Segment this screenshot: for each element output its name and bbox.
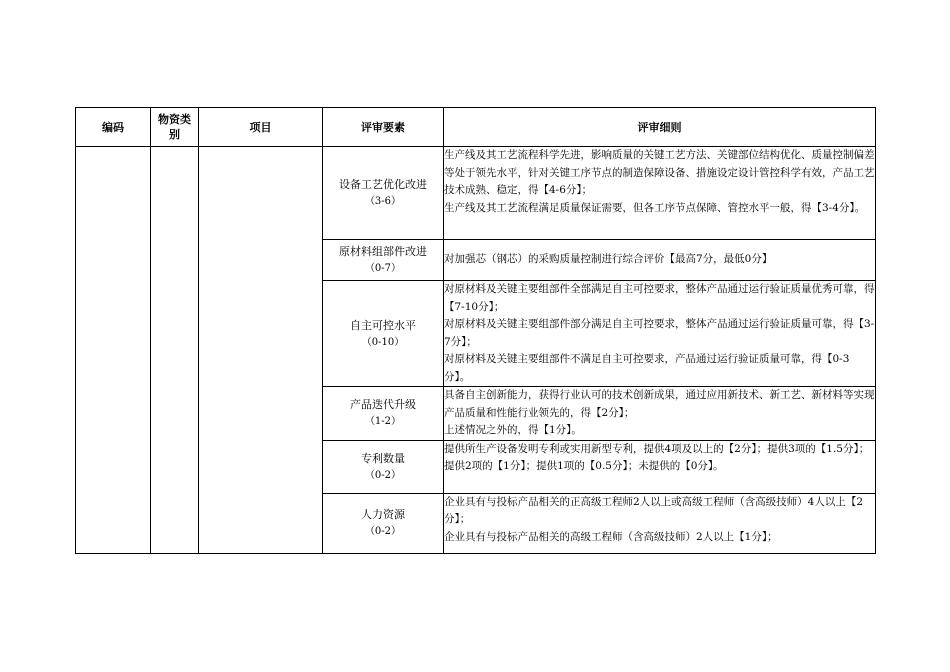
detail-text: 具备自主创新能力，获得行业认可的技术创新成果，通过应用新技术、新工艺、新材料等实现产品质量和性能行业领先的，得【2分】； xyxy=(444,389,875,419)
header-code: 编码 xyxy=(76,108,151,147)
element-cell xyxy=(323,147,444,240)
header-category-line1: 物资类 xyxy=(158,113,191,126)
element-score: （1-2） xyxy=(364,416,402,428)
detail-cell xyxy=(444,387,876,441)
element-score: （0-2） xyxy=(364,469,402,481)
element-name: 原材料组部件改进 xyxy=(339,245,427,258)
element-name: 自主可控水平 xyxy=(350,318,416,332)
detail-text: 企业具有与投标产品相关的正高级工程师2人以上或高级工程师（含高级技师）4人以上【2分】； xyxy=(444,495,864,525)
header-category-line2: 别 xyxy=(169,128,180,141)
header-elements: 评审要素 xyxy=(323,108,444,147)
detail-text: 上述情况之外的，得【1分】。 xyxy=(444,424,582,436)
detail-text: 生产线及其工艺流程满足质量保证需要，但各工序节点保障、管控水平一般，得【3-4分】。 xyxy=(444,201,866,214)
detail-text: 对原材料及关键主要组部件部分满足自主可控要求，整体产品通过运行验证质量可靠，得【3-7分】； xyxy=(444,318,875,348)
code-cell xyxy=(76,147,151,554)
category-cell xyxy=(151,147,199,554)
element-score: （0-7） xyxy=(364,263,402,274)
element-cell xyxy=(323,387,444,441)
detail-cell xyxy=(444,147,876,240)
header-item: 项目 xyxy=(199,108,323,147)
element-cell xyxy=(323,281,444,387)
element-name: 人力资源 xyxy=(361,508,405,521)
element-cell xyxy=(323,240,444,281)
element-name: 设备工艺优化改进 xyxy=(339,178,427,191)
header-details: 评审细则 xyxy=(444,108,876,147)
element-score: （3-6） xyxy=(364,196,402,207)
detail-cell xyxy=(444,281,876,387)
element-cell xyxy=(323,493,444,553)
table-row xyxy=(76,147,876,240)
detail-cell xyxy=(444,240,876,281)
detail-text: 对加强芯（钢芯）的采购质量控制进行综合评价【最高7分，最低0分】 xyxy=(444,253,773,266)
item-cell xyxy=(199,147,323,554)
element-name: 产品迭代升级 xyxy=(350,398,416,412)
detail-text: 对原材料及关键主要组部件不满足自主可控要求，产品通过运行验证质量可靠，得【0-3分】。 xyxy=(444,353,850,383)
detail-cell xyxy=(444,493,876,553)
detail-text: 企业具有与投标产品相关的高级工程师（含高级技师）2人以上【1分】； xyxy=(444,530,778,543)
element-name: 专利数量 xyxy=(361,451,405,465)
review-criteria-table xyxy=(75,107,876,554)
element-score: （0-10） xyxy=(361,336,405,348)
element-score: （0-2） xyxy=(364,526,402,537)
header-category xyxy=(151,108,199,147)
detail-text: 提供所生产设备发明专利或实用新型专利，提供4项及以上的【2分】；提供3项的【1.5分】；提供2项的【1分】；提供1项的【0.5分】；未提供的【0分】。 xyxy=(444,442,870,472)
detail-text: 对原材料及关键主要组部件全部满足自主可控要求，整体产品通过运行验证质量优秀可靠，得【7-10分】； xyxy=(444,283,875,313)
header-row xyxy=(76,108,876,147)
element-cell xyxy=(323,440,444,493)
detail-text: 生产线及其工艺流程科学先进，影响质量的关键工艺方法、关键部位结构优化、质量控制偏差等处于领先水平，针对关键工序节点的制造保障设备、措施设定设计管控科学有效，产品工艺技术成熟、稳定，得【4-6分】； xyxy=(444,149,875,196)
detail-cell xyxy=(444,440,876,493)
